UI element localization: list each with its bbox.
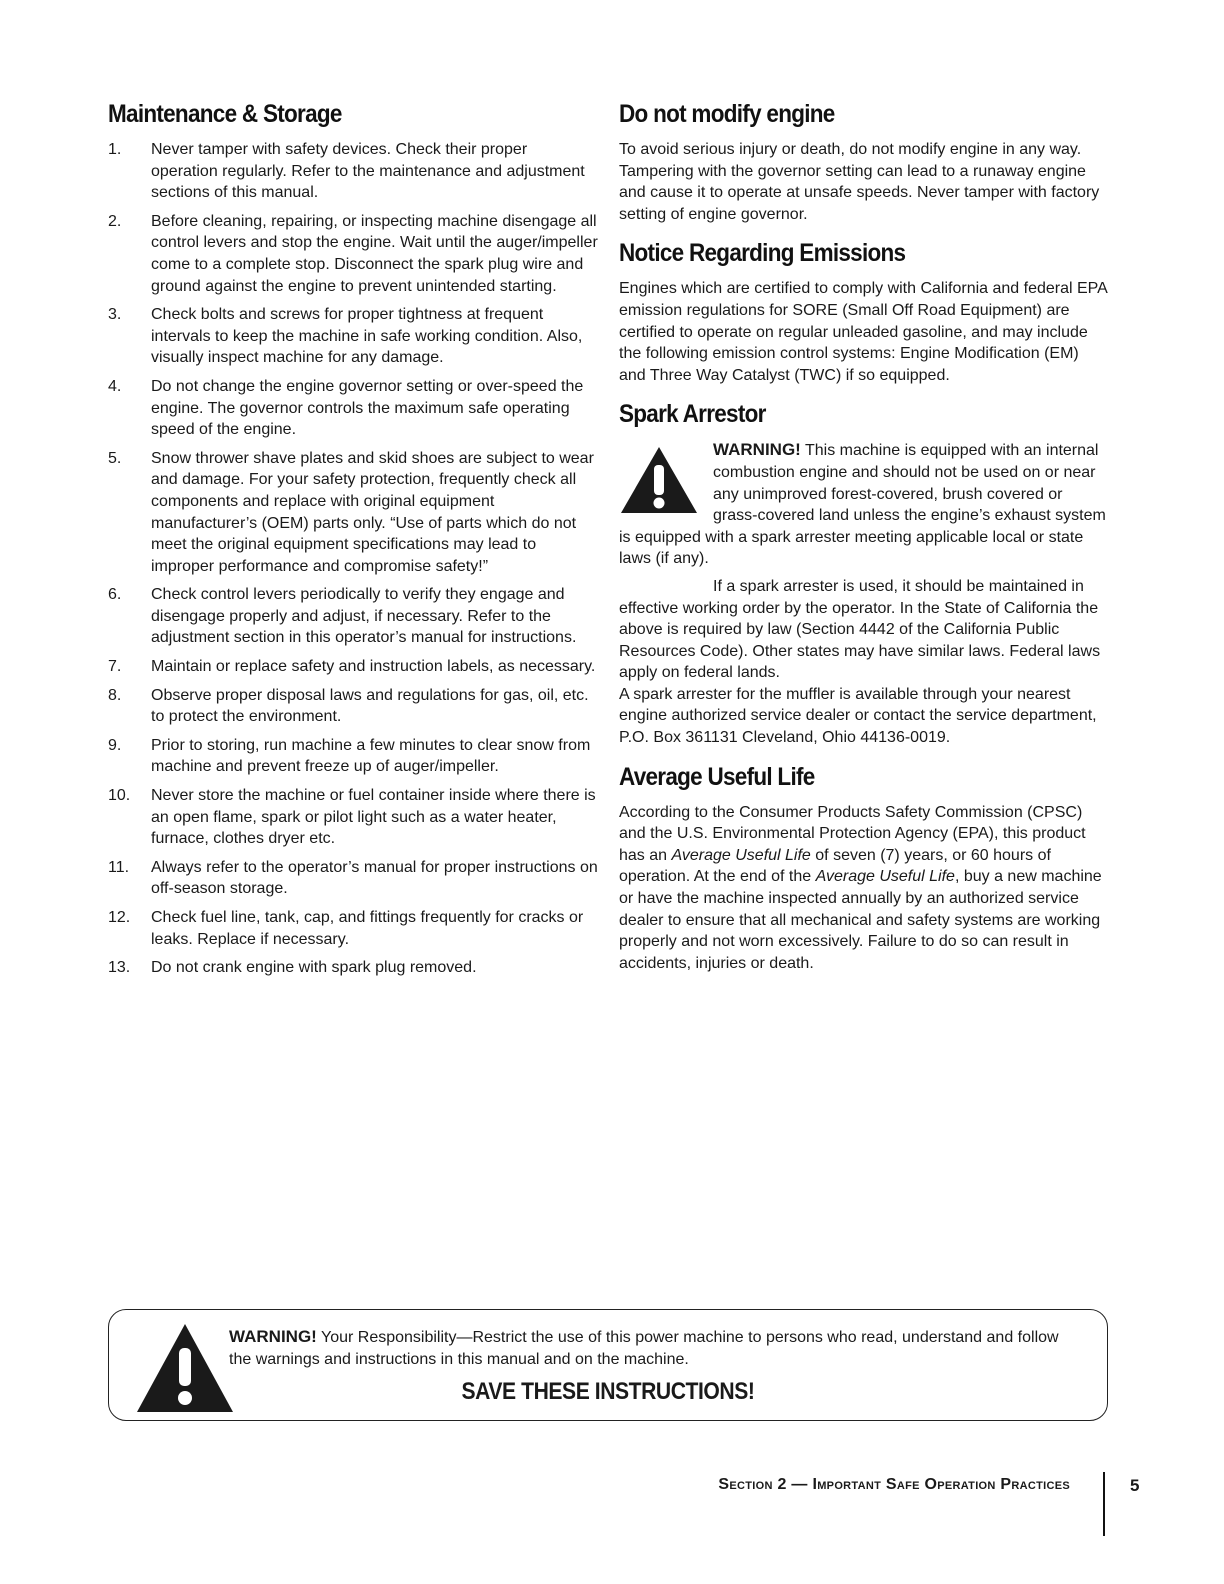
list-item: 1. Never tamper with safety devices. Check their proper operation regularly. Refer to the maintenance and adjustment sections of this manual.: [108, 141, 585, 202]
bottom-warning-text: WARNING! Your Responsibility—Restrict the use of this power machine to persons who read, understand and follow the warnings and instructions in this manual and on the machine.: [229, 1327, 1059, 1368]
list-item: 4. Do not change the engine governor setting or over-speed the engine. The governor controls the maximum safe operating speed of the engine.: [108, 377, 584, 439]
useful-life-text: According to the Consumer Products Safety Commission (CPSC) and the U.S. Environmental Protection Agency (EPA), this product has an Average Useful Life of seven (7) years, or 60 hours of operation. At the end of the Average Useful Life, buy a new machine or have the machine inspected annually by an authorized service dealer to ensure that all mechanical and safety systems are working properly and not worn excessively. Failure to do so can result in accidents, injuries or death.: [619, 803, 1102, 972]
spark-para-2: If a spark arrester is used, it should be maintained in effective working order by the operator. In the State of California the above is required by law (Section 4442 of the California Public Resources Code). Other states may have similar laws. Federal laws apply on federal lands.: [619, 577, 1101, 682]
emissions-text: Engines which are certified to comply with California and federal EPA emission regulations for SORE (Small Off Road Equipment) are certified to operate on regular unleaded gasoline, and may include the following emission control systems: Engine Modification (EM) and Three Way Catalyst (TWC) if so equipped.: [619, 280, 1107, 384]
footer-divider: [1103, 1472, 1105, 1536]
page-number: 5: [1130, 1476, 1140, 1495]
left-column: [108, 100, 598, 993]
spark-para-3: A spark arrester for the muffler is available through your nearest engine authorized service dealer or contact the service department, P.O. Box 361131 Cleveland, Ohio 44136-0019.: [619, 685, 1097, 747]
warning-triangle-icon: [619, 445, 699, 515]
list-item: 13. Do not crank engine with spark plug removed.: [108, 959, 477, 977]
list-item: 2. Before cleaning, repairing, or inspecting machine disengage all control levers and stop the engine. Wait until the auger/impeller come to a complete stop. Disconnect the spark plug wire and ground against the engine to prevent unintended starting.: [108, 212, 598, 295]
list-item: 10. Never store the machine or fuel container inside where there is an open flame, spark or pilot light such as a water heater, furnace, clothes dryer etc.: [108, 787, 596, 848]
right-column: [619, 100, 1109, 988]
warning-label: WARNING!: [229, 1327, 317, 1346]
bottom-warning-box: [108, 1309, 1108, 1421]
maintenance-list: [108, 139, 598, 979]
list-item: 9. Prior to storing, run machine a few minutes to clear snow from machine and prevent freeze up of auger/impeller.: [108, 736, 591, 776]
modify-section: [619, 100, 1109, 225]
modify-heading: Do not modify engine: [619, 100, 835, 128]
list-item: 8. Observe proper disposal laws and regulations for gas, oil, etc. to protect the environment.: [108, 686, 589, 726]
list-item: 3. Check bolts and screws for proper tightness at frequent intervals to keep the machine in safe working condition. Also, visually inspect machine for any damage.: [108, 306, 583, 367]
useful-life-section: [619, 763, 1109, 975]
emissions-heading: Notice Regarding Emissions: [619, 239, 906, 268]
list-item: 7. Maintain or replace safety and instruction labels, as necessary.: [108, 658, 596, 676]
modify-text: To avoid serious injury or death, do not modify engine in any way. Tampering with the governor setting can lead to a runaway engine and cause it to operate at unsafe speeds. Never tamper with factory setting of engine governor.: [619, 141, 1100, 223]
spark-warning-text: WARNING! This machine is equipped with an internal combustion engine and should not be used on or near any unimproved forest-covered, brush covered or grass-covered land unless the engine’s exhaust system is equipped with a spark arrester meeting applicable local or state laws (if any).: [619, 440, 1106, 568]
list-item: 5. Snow thrower shave plates and skid shoes are subject to wear and damage. For your safety protection, frequently check all components and replace with original equipment manufacturer’s (OEM) parts only. “Use of parts which do not meet the original equipment specifications may lead to improper performance and compromise safety!”: [108, 449, 594, 575]
list-item: 6. Check control levers periodically to verify they engage and disengage properly and adjust, if necessary. Refer to the adjustment section in this operator’s manual for instructions.: [108, 586, 577, 647]
list-item: 12. Check fuel line, tank, cap, and fittings frequently for cracks or leaks. Replace if necessary.: [108, 909, 584, 948]
maintenance-heading: Maintenance & Storage: [108, 100, 342, 128]
maintenance-section: [108, 100, 598, 979]
spark-warning: [619, 439, 1109, 570]
list-item: 11. Always refer to the operator’s manual for proper instructions on off-season storage.: [108, 858, 598, 898]
spark-section: [619, 400, 1109, 748]
useful-life-heading: Average Useful Life: [619, 762, 815, 791]
emissions-section: [619, 239, 1109, 386]
warning-label: WARNING!: [713, 440, 801, 460]
save-instructions: SAVE THESE INSTRUCTIONS!: [461, 1378, 755, 1405]
spark-heading: Spark Arrestor: [619, 400, 766, 429]
footer-section-title: Section 2 — Important Safe Operation Practices: [718, 1476, 1070, 1493]
